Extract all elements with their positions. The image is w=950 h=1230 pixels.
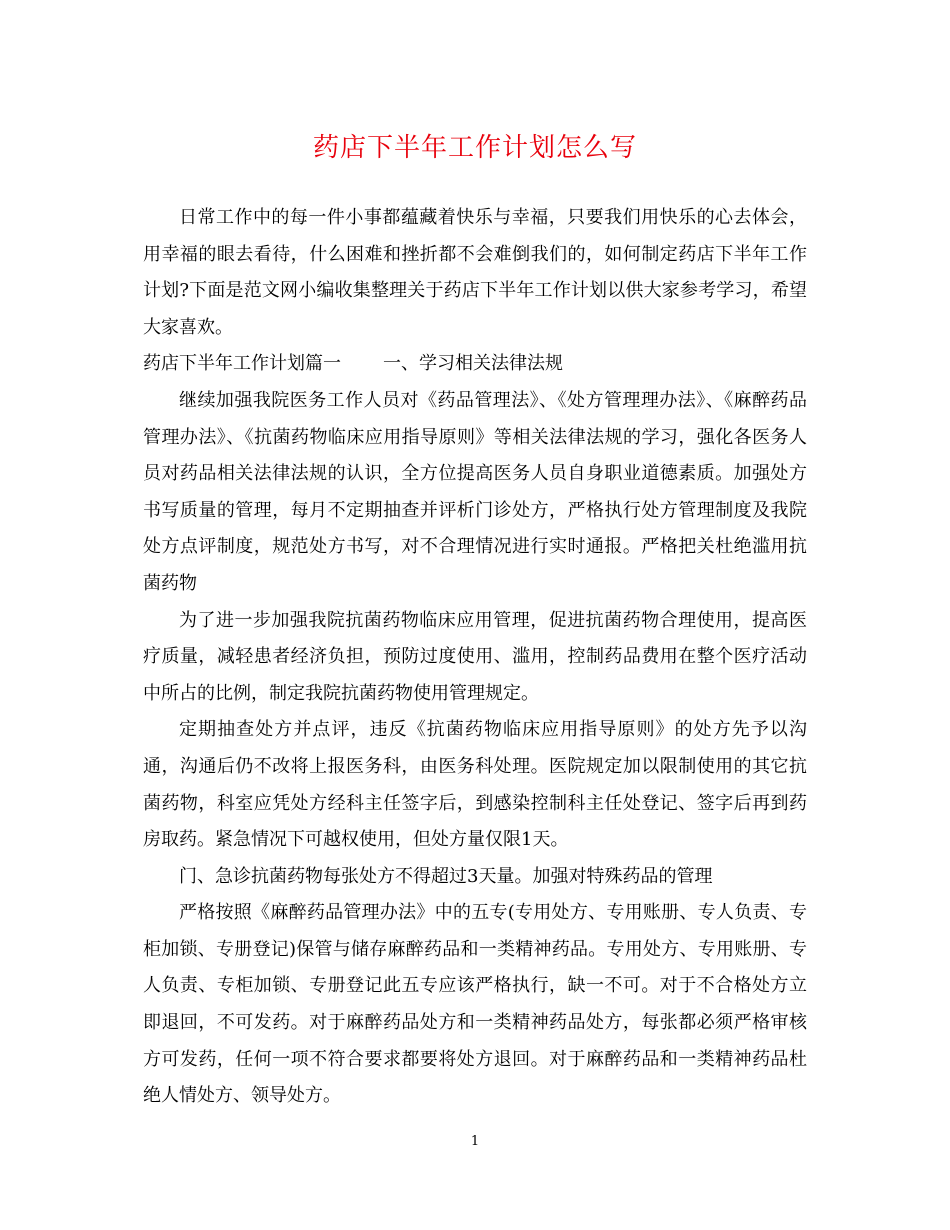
document-title: 药店下半年工作计划怎么写 <box>312 133 637 163</box>
paragraph-prescription-review: 定期抽查处方并点评，违反《抗菌药物临床应用指导原则》的处方先予以沟通，沟通后仍不改将上报医务科，由医务科处理。医院规定加以限制使用的其它抗菌药物，科室应凭处方经科主任签字后，到感染控制科主任处登记、签字后再到药房取药。紧急情况下可越权使用，但处方量仅限1天。 <box>143 719 807 851</box>
paragraph-special-drugs: 严格按照《麻醉药品管理办法》中的五专(专用处方、专用账册、专人负责、专柜加锁、专册登记)保管与储存麻醉药品和一类精神药品。专用处方、专用账册、专人负责、专柜加锁、专册登记此五专应该严格执行，缺一不可。对于不合格处方立即退回，不可发药。对于麻醉药品处方和一类精神药品处方，每张都必须严格审核方可发药，任何一项不符合要求都要将处方退回。对于麻醉药品和一类精神药品杜绝人情处方、领导处方。 <box>143 902 807 1107</box>
paragraph-outpatient-limit: 门、急诊抗菌药物每张处方不得超过3天量。加强对特殊药品的管理 <box>179 865 713 887</box>
section-heading: 一、学习相关法律法规 <box>383 353 563 375</box>
document-body <box>143 200 807 1115</box>
section-heading-line <box>143 346 807 383</box>
paragraph-laws: 继续加强我院医务工作人员对《药品管理法》、《处方管理理办法》、《麻醉药品管理办法》、《抗菌药物临床应用指导原则》等相关法律法规的学习，强化各医务人员对药品相关法律法规的认识，全方位提高医务人员自身职业道德素质。加强处方书写质量的管理，每月不定期抽查并评析门诊处方，严格执行处方管理制度及我院处方点评制度，规范处方书写，对不合理情况进行实时通报。严格把关杜绝滥用抗菌药物 <box>143 389 807 594</box>
intro-paragraph: 日常工作中的每一件小事都蕴藏着快乐与幸福，只要我们用快乐的心去体会，用幸福的眼去看待，什么困难和挫折都不会难倒我们的，如何制定药店下半年工作计划?下面是范文网小编收集整理关于药店下半年工作计划以供大家参考学习，希望大家喜欢。 <box>143 207 807 338</box>
paragraph-antibiotics: 为了进一步加强我院抗菌药物临床应用管理，促进抗菌药物合理使用，提高医疗质量，减轻患者经济负担，预防过度使用、滥用，控制药品费用在整个医疗活动中所占的比例，制定我院抗菌药物使用管理规定。 <box>143 609 807 704</box>
page-number: 1 <box>470 1134 480 1149</box>
section-label: 药店下半年工作计划篇一 <box>143 353 341 375</box>
